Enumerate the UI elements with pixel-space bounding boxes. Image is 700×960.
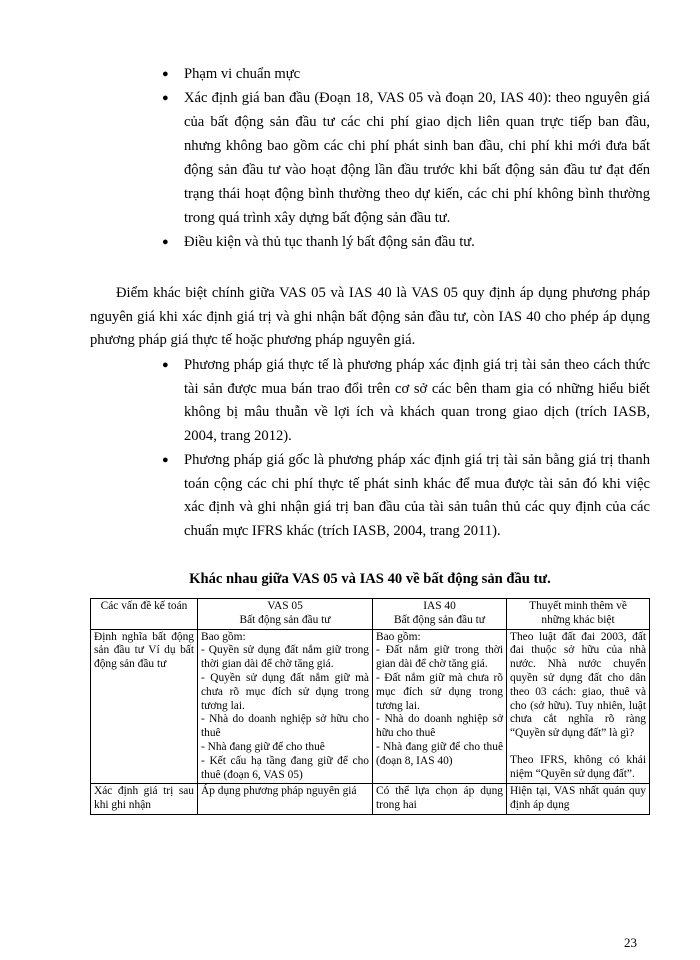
- bullet-icon: ●: [162, 92, 169, 104]
- comparison-table: [90, 598, 650, 815]
- bullet-icon: ●: [162, 453, 169, 466]
- bullet-icon: ●: [162, 236, 169, 248]
- page-number: 23: [624, 935, 637, 950]
- bullet-icon: ●: [162, 359, 169, 371]
- header-vas05: VAS 05 Bất động sản đầu tư: [198, 599, 373, 630]
- cell-issue: Định nghĩa bất động sản đầu tư Ví dụ bất động sản đầu tư: [91, 629, 198, 784]
- bullet-icon: ●: [162, 68, 169, 80]
- header-ias40: IAS 40 Bất động sản đầu tư: [373, 599, 507, 630]
- page-bottom-margin: [0, 888, 700, 928]
- cell-notes: Theo luật đất đai 2003, đất đai thuộc sở hữu của nhà nước. Nhà nước chuyển quyền sử dụng đất cho dân theo 03 cách: giao, thuê và cho (sở hữu). Tuy nhiên, luật chưa cắt nghĩa rõ ràng “Quyền sử dụng đất” là gì? Theo IFRS, không có khái niệm “Quyền sử dụng đất”.: [507, 629, 650, 784]
- body-paragraph: Điểm khác biệt chính giữa VAS 05 và IAS 40 là VAS 05 quy định áp dụng phương pháp nguyên giá khi xác định giá trị và ghi nhận bất động sản đầu tư, còn IAS 40 cho phép áp dụng phương pháp giá thực tế hoặc phương pháp nguyên giá.: [90, 285, 650, 348]
- table-caption: Khác nhau giữa VAS 05 và IAS 40 về bất động sản đầu tư.: [189, 571, 551, 587]
- list-item: ● Xác định giá ban đầu (Đoạn 18, VAS 05 và đoạn 20, IAS 40): theo nguyên giá của bất động sản đầu tư các chi phí giao dịch liên quan trực tiếp ban đầu, nhưng không bao gồm các chi phí phát sinh ban đầu, chi phí khi mới đưa bất động sản đầu tư vào hoạt động lần đầu trước khi bất động sản đầu tư đạt đến trạng thái hoạt động bình thường theo dự kiến, các chi phí không bình thường trong quá trình xây dựng bất động sản đầu tư.: [160, 86, 650, 230]
- list-item: ● Phạm vi chuẩn mực: [160, 62, 650, 86]
- cell-ias40: Bao gồm: - Đất nắm giữ trong thời gian dài để chờ tăng giá. - Đất nắm giữ mà chưa rõ mục đích sử dụng trong tương lai. - Nhà do doanh nghiệp sở hữu cho thuê - Nhà đang giữ để cho thuê (đoạn 8, IAS 40): [373, 629, 507, 784]
- cell-issue: Xác định giá trị sau khi ghi nhận: [91, 784, 198, 815]
- bullet-list-top: [160, 62, 650, 254]
- list-item: ● Phương pháp giá thực tế là phương pháp xác định giá trị tài sản theo cách thức tài sản được mua bán trao đổi trên cơ sở các bên tham gia có những hiểu biết không bị mâu thuẫn về lợi ích và khách quan trong giao dịch (trích IASB, 2004, trang 2012).: [160, 354, 650, 449]
- cell-ias40: Có thể lựa chọn áp dụng trong hai: [373, 784, 507, 815]
- cell-vas05: Áp dụng phương pháp nguyên giá: [198, 784, 373, 815]
- table-row: [91, 784, 650, 815]
- list-item: ● Điều kiện và thủ tục thanh lý bất động sản đầu tư.: [160, 230, 650, 254]
- list-item: ● Phương pháp giá gốc là phương pháp xác định giá trị tài sản bằng giá trị thanh toán cộng các chi phí thực tế phát sinh khác để mua được tài sản đó khi việc xác định và ghi nhận giá trị ban đầu của tài sản tuân thủ các quy định của các chuẩn mực IFRS khác (trích IASB, 2004, trang 2011).: [160, 449, 650, 544]
- cell-notes: Hiện tại, VAS nhất quán quy định áp dụng: [507, 784, 650, 815]
- header-notes: Thuyết minh thêm về những khác biệt: [507, 599, 650, 630]
- cell-vas05: Bao gồm: - Quyền sử dụng đất nắm giữ trong thời gian dài để chờ tăng giá. - Quyền sử dụng đất nắm giữ mà chưa rõ mục đích sử dụng trong tương lai. - Nhà do doanh nghiệp sở hữu cho thuê - Nhà đang giữ để cho thuê - Kết cấu hạ tầng đang giữ để cho thuê (đoạn 6, VAS 05): [198, 629, 373, 784]
- table-row: [91, 629, 650, 784]
- header-issues: Các vấn đề kế toán: [91, 599, 198, 630]
- table-header-row: [91, 599, 650, 630]
- bullet-list-methods: [160, 354, 650, 544]
